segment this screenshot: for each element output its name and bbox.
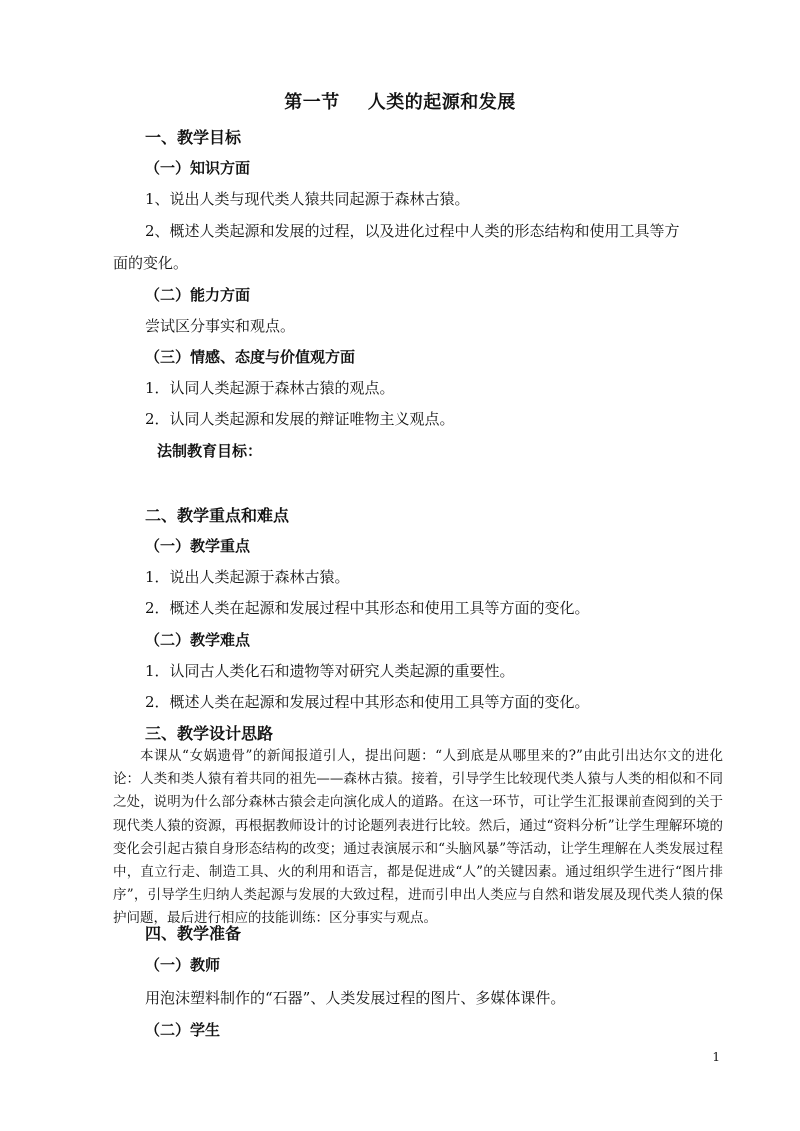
section1-sub3-heading: （三）情感、态度与价值观方面 — [145, 348, 356, 366]
section1-sub1-heading: （一）知识方面 — [145, 159, 251, 177]
section4-heading: 四、教学准备 — [145, 924, 242, 943]
section4-sub1-text: 用泡沫塑料制作的“石器”、人类发展过程的图片、多媒体课件。 — [145, 989, 566, 1007]
section2-sub2-item2: 2．概述人类在起源和发展过程中其形态和使用工具等方面的变化。 — [145, 693, 590, 711]
section1-sub2-heading: （二）能力方面 — [145, 286, 251, 304]
section2-sub1-item1: 1．说出人类起源于森林古猿。 — [145, 568, 350, 586]
section1-sub1-item2-line2: 面的变化。 — [113, 254, 189, 272]
section1-sub3-item1: 1．认同人类起源于森林古猿的观点。 — [145, 379, 395, 397]
section1-sub2-text: 尝试区分事实和观点。 — [145, 317, 296, 335]
section3-paragraph: 本课从“女娲遗骨”的新闻报道引人，提出问题：“人到底是从哪里来的?”由此引出达尔文的进化论：人类和类人猿有着共同的祖先——森林古猿。接着，引导学生比较现代类人猿与人类的相似和不同之处，说明为什么部分森林古猿会走向演化成人的道路。在这一环节，可让学生汇报课前查阅到的关于现代类人猿的资源，再根据教师设计的讨论题列表进行比较。然后，通过“资料分析”让学生理解环境的变化会引起古猿自身形态结构的改变；通过表演展示和“头脑风暴”等活动，让学生理解在人类发展过程中，直立行走、制造工具、火的利用和语言，都是促进成“人”的关键因素。通过组织学生进行“图片排序”，引导学生归纳人类起源与发展的大致过程，进而引申出人类应与自然和谐发展及现代类人猿的保护问题，最后进行相应的技能训练：区分事实与观点。 — [113, 748, 723, 927]
section2-sub1-item2: 2．概述人类在起源和发展过程中其形态和使用工具等方面的变化。 — [145, 599, 590, 617]
section4-sub1-heading: （一）教师 — [145, 956, 221, 974]
section2-sub2-item1: 1．认同古人类化石和遗物等对研究人类起源的重要性。 — [145, 662, 515, 680]
section2-heading: 二、教学重点和难点 — [145, 506, 290, 525]
section2-sub1-heading: （一）教学重点 — [145, 537, 251, 555]
legal-education-goal: 法制教育目标： — [157, 442, 263, 460]
page-title — [0, 88, 800, 114]
section4-sub2-heading: （二）学生 — [145, 1021, 221, 1039]
title-text: 人类的起源和发展 — [367, 92, 516, 113]
section1-sub3-item2: 2．认同人类起源和发展的辩证唯物主义观点。 — [145, 410, 455, 428]
section1-sub1-item1: 1、说出人类与现代类人猿共同起源于森林古猿。 — [145, 190, 470, 208]
section2-sub2-heading: （二）教学难点 — [145, 631, 251, 649]
section1-heading: 一、教学目标 — [145, 128, 242, 147]
section3-heading: 三、教学设计思路 — [145, 724, 274, 743]
title-section-number: 第一节 — [284, 92, 340, 113]
page-number: 1 — [712, 1050, 720, 1064]
section1-sub1-item2-line1: 2、概述人类起源和发展的过程，以及进化过程中人类的形态结构和使用工具等方 — [145, 222, 680, 240]
